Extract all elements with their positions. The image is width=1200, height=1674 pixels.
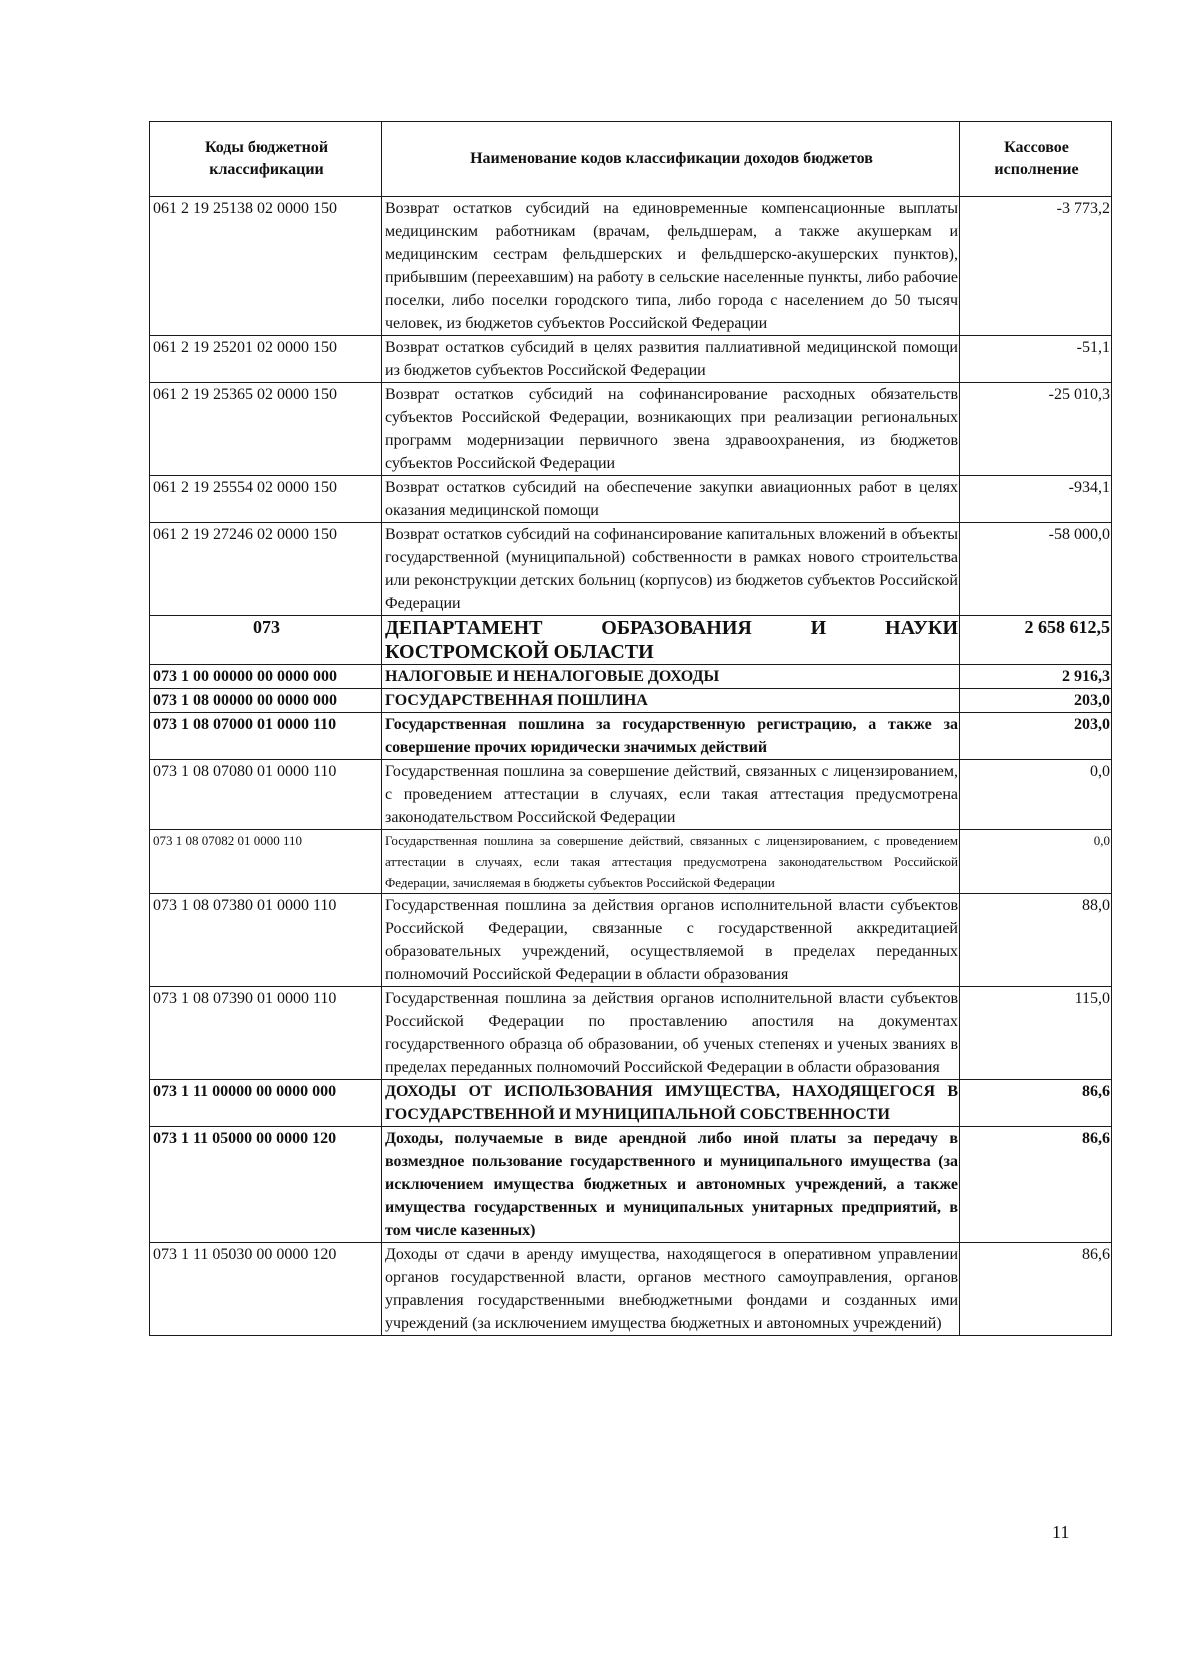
row-code: 073 1 08 07082 01 0000 110 bbox=[150, 830, 382, 894]
row-name: ДЕПАРТАМЕНТ ОБРАЗОВАНИЯ И НАУКИ КОСТРОМСКОЙ ОБЛАСТИ bbox=[382, 616, 960, 665]
row-name: Государственная пошлина за государственную регистрацию, а также за совершение прочих юридически значимых действий bbox=[382, 713, 960, 760]
header-code: Коды бюджетной классификации bbox=[150, 122, 382, 197]
row-amount: 86,6 bbox=[960, 1127, 1112, 1243]
row-name: Возврат остатков субсидий на единовременные компенсационные выплаты медицинским работникам (врачам, фельдшерам, а также акушеркам и медицинским сестрам фельдшерских и фельдшерско-акушерских пунктов), прибывшим (переехавшим) на работу в сельские населенные пункты, либо рабочие поселки, либо поселки городского типа, либо города с населением до 50 тысяч человек, из бюджетов субъектов Российской Федерации bbox=[382, 197, 960, 336]
row-code: 073 1 11 05030 00 0000 120 bbox=[150, 1243, 382, 1336]
row-code: 073 1 11 05000 00 0000 120 bbox=[150, 1127, 382, 1243]
row-code: 061 2 19 25554 02 0000 150 bbox=[150, 476, 382, 523]
row-amount: -3 773,2 bbox=[960, 197, 1112, 336]
header-amount: Кассовое исполнение bbox=[960, 122, 1112, 197]
row-name: ДОХОДЫ ОТ ИСПОЛЬЗОВАНИЯ ИМУЩЕСТВА, НАХОДЯЩЕГОСЯ В ГОСУДАРСТВЕННОЙ И МУНИЦИПАЛЬНОЙ СОБСТВЕННОСТИ bbox=[382, 1080, 960, 1127]
row-name: Доходы от сдачи в аренду имущества, находящегося в оперативном управлении органов государственной власти, органов местного самоуправления, органов управления государственными внебюджетными фондами и созданных ими учреждений (за исключением имущества бюджетных и автономных учреждений) bbox=[382, 1243, 960, 1336]
row-amount: 203,0 bbox=[960, 689, 1112, 713]
row-amount: 0,0 bbox=[960, 830, 1112, 894]
row-code: 073 1 00 00000 00 0000 000 bbox=[150, 665, 382, 689]
row-name: Государственная пошлина за действия органов исполнительной власти субъектов Российской Федерации по проставлению апостиля на документах государственного образца об образовании, об ученых степенях и ученых званиях в пределах переданных полномочий Российской Федерации в области образования bbox=[382, 987, 960, 1080]
table-row bbox=[150, 894, 1112, 987]
row-code: 061 2 19 25365 02 0000 150 bbox=[150, 383, 382, 476]
row-code: 073 bbox=[150, 616, 382, 665]
row-name: НАЛОГОВЫЕ И НЕНАЛОГОВЫЕ ДОХОДЫ bbox=[382, 665, 960, 689]
row-name: Возврат остатков субсидий на обеспечение закупки авиационных работ в целях оказания медицинской помощи bbox=[382, 476, 960, 523]
row-amount: 2 916,3 bbox=[960, 665, 1112, 689]
table-row bbox=[150, 197, 1112, 336]
table-row-section bbox=[150, 1080, 1112, 1127]
row-code: 073 1 08 07390 01 0000 110 bbox=[150, 987, 382, 1080]
row-amount: -25 010,3 bbox=[960, 383, 1112, 476]
row-amount: 2 658 612,5 bbox=[960, 616, 1112, 665]
table-row bbox=[150, 760, 1112, 830]
row-name: Государственная пошлина за совершение действий, связанных с лицензированием, с проведением аттестации в случаях, если такая аттестация предусмотрена законодательством Российской Федерации bbox=[382, 760, 960, 830]
row-amount: 86,6 bbox=[960, 1080, 1112, 1127]
page-number: 11 bbox=[1052, 1522, 1070, 1542]
row-amount: -934,1 bbox=[960, 476, 1112, 523]
row-amount: 203,0 bbox=[960, 713, 1112, 760]
row-amount: 88,0 bbox=[960, 894, 1112, 987]
row-code: 061 2 19 25138 02 0000 150 bbox=[150, 197, 382, 336]
row-name: Возврат остатков субсидий на софинансирование капитальных вложений в объекты государственной (муниципальной) собственности в рамках нового строительства или реконструкции детских больниц (корпусов) из бюджетов субъектов Российской Федерации bbox=[382, 523, 960, 616]
table-row bbox=[150, 1243, 1112, 1336]
table-row bbox=[150, 830, 1112, 894]
header-name: Наименование кодов классификации доходов бюджетов bbox=[382, 122, 960, 197]
table-row-section bbox=[150, 1127, 1112, 1243]
table-row-department bbox=[150, 616, 1112, 665]
table-row bbox=[150, 476, 1112, 523]
row-name: Возврат остатков субсидий на софинансирование расходных обязательств субъектов Российской Федерации, возникающих при реализации региональных программ модернизации первичного звена здравоохранения, из бюджетов субъектов Российской Федерации bbox=[382, 383, 960, 476]
table-row-section bbox=[150, 689, 1112, 713]
row-name: Государственная пошлина за действия органов исполнительной власти субъектов Российской Федерации, связанные с государственной аккредитацией образовательных учреждений, осуществляемой в пределах переданных полномочий Российской Федерации в области образования bbox=[382, 894, 960, 987]
row-name: Доходы, получаемые в виде арендной либо иной платы за передачу в возмездное пользование государственного и муниципального имущества (за исключением имущества бюджетных и автономных учреждений, а также имущества государственных и муниципальных унитарных предприятий, в том числе казенных) bbox=[382, 1127, 960, 1243]
table-header-row bbox=[150, 122, 1112, 197]
row-code: 061 2 19 25201 02 0000 150 bbox=[150, 336, 382, 383]
table-row bbox=[150, 336, 1112, 383]
row-name: Государственная пошлина за совершение действий, связанных с лицензированием, с проведением аттестации в случаях, если такая аттестация предусмотрена законодательством Российской Федерации, зачисляемая в бюджеты субъектов Российской Федерации bbox=[382, 830, 960, 894]
row-amount: 0,0 bbox=[960, 760, 1112, 830]
row-name: Возврат остатков субсидий в целях развития паллиативной медицинской помощи из бюджетов субъектов Российской Федерации bbox=[382, 336, 960, 383]
table-row bbox=[150, 523, 1112, 616]
row-amount: -51,1 bbox=[960, 336, 1112, 383]
row-name: ГОСУДАРСТВЕННАЯ ПОШЛИНА bbox=[382, 689, 960, 713]
row-code: 061 2 19 27246 02 0000 150 bbox=[150, 523, 382, 616]
budget-classification-table bbox=[149, 121, 1112, 1336]
row-code: 073 1 08 07080 01 0000 110 bbox=[150, 760, 382, 830]
table-row-section bbox=[150, 713, 1112, 760]
row-code: 073 1 11 00000 00 0000 000 bbox=[150, 1080, 382, 1127]
row-amount: 86,6 bbox=[960, 1243, 1112, 1336]
row-code: 073 1 08 00000 00 0000 000 bbox=[150, 689, 382, 713]
table-row bbox=[150, 383, 1112, 476]
row-amount: -58 000,0 bbox=[960, 523, 1112, 616]
table-row-section bbox=[150, 665, 1112, 689]
row-amount: 115,0 bbox=[960, 987, 1112, 1080]
row-code: 073 1 08 07000 01 0000 110 bbox=[150, 713, 382, 760]
table-row bbox=[150, 987, 1112, 1080]
row-code: 073 1 08 07380 01 0000 110 bbox=[150, 894, 382, 987]
